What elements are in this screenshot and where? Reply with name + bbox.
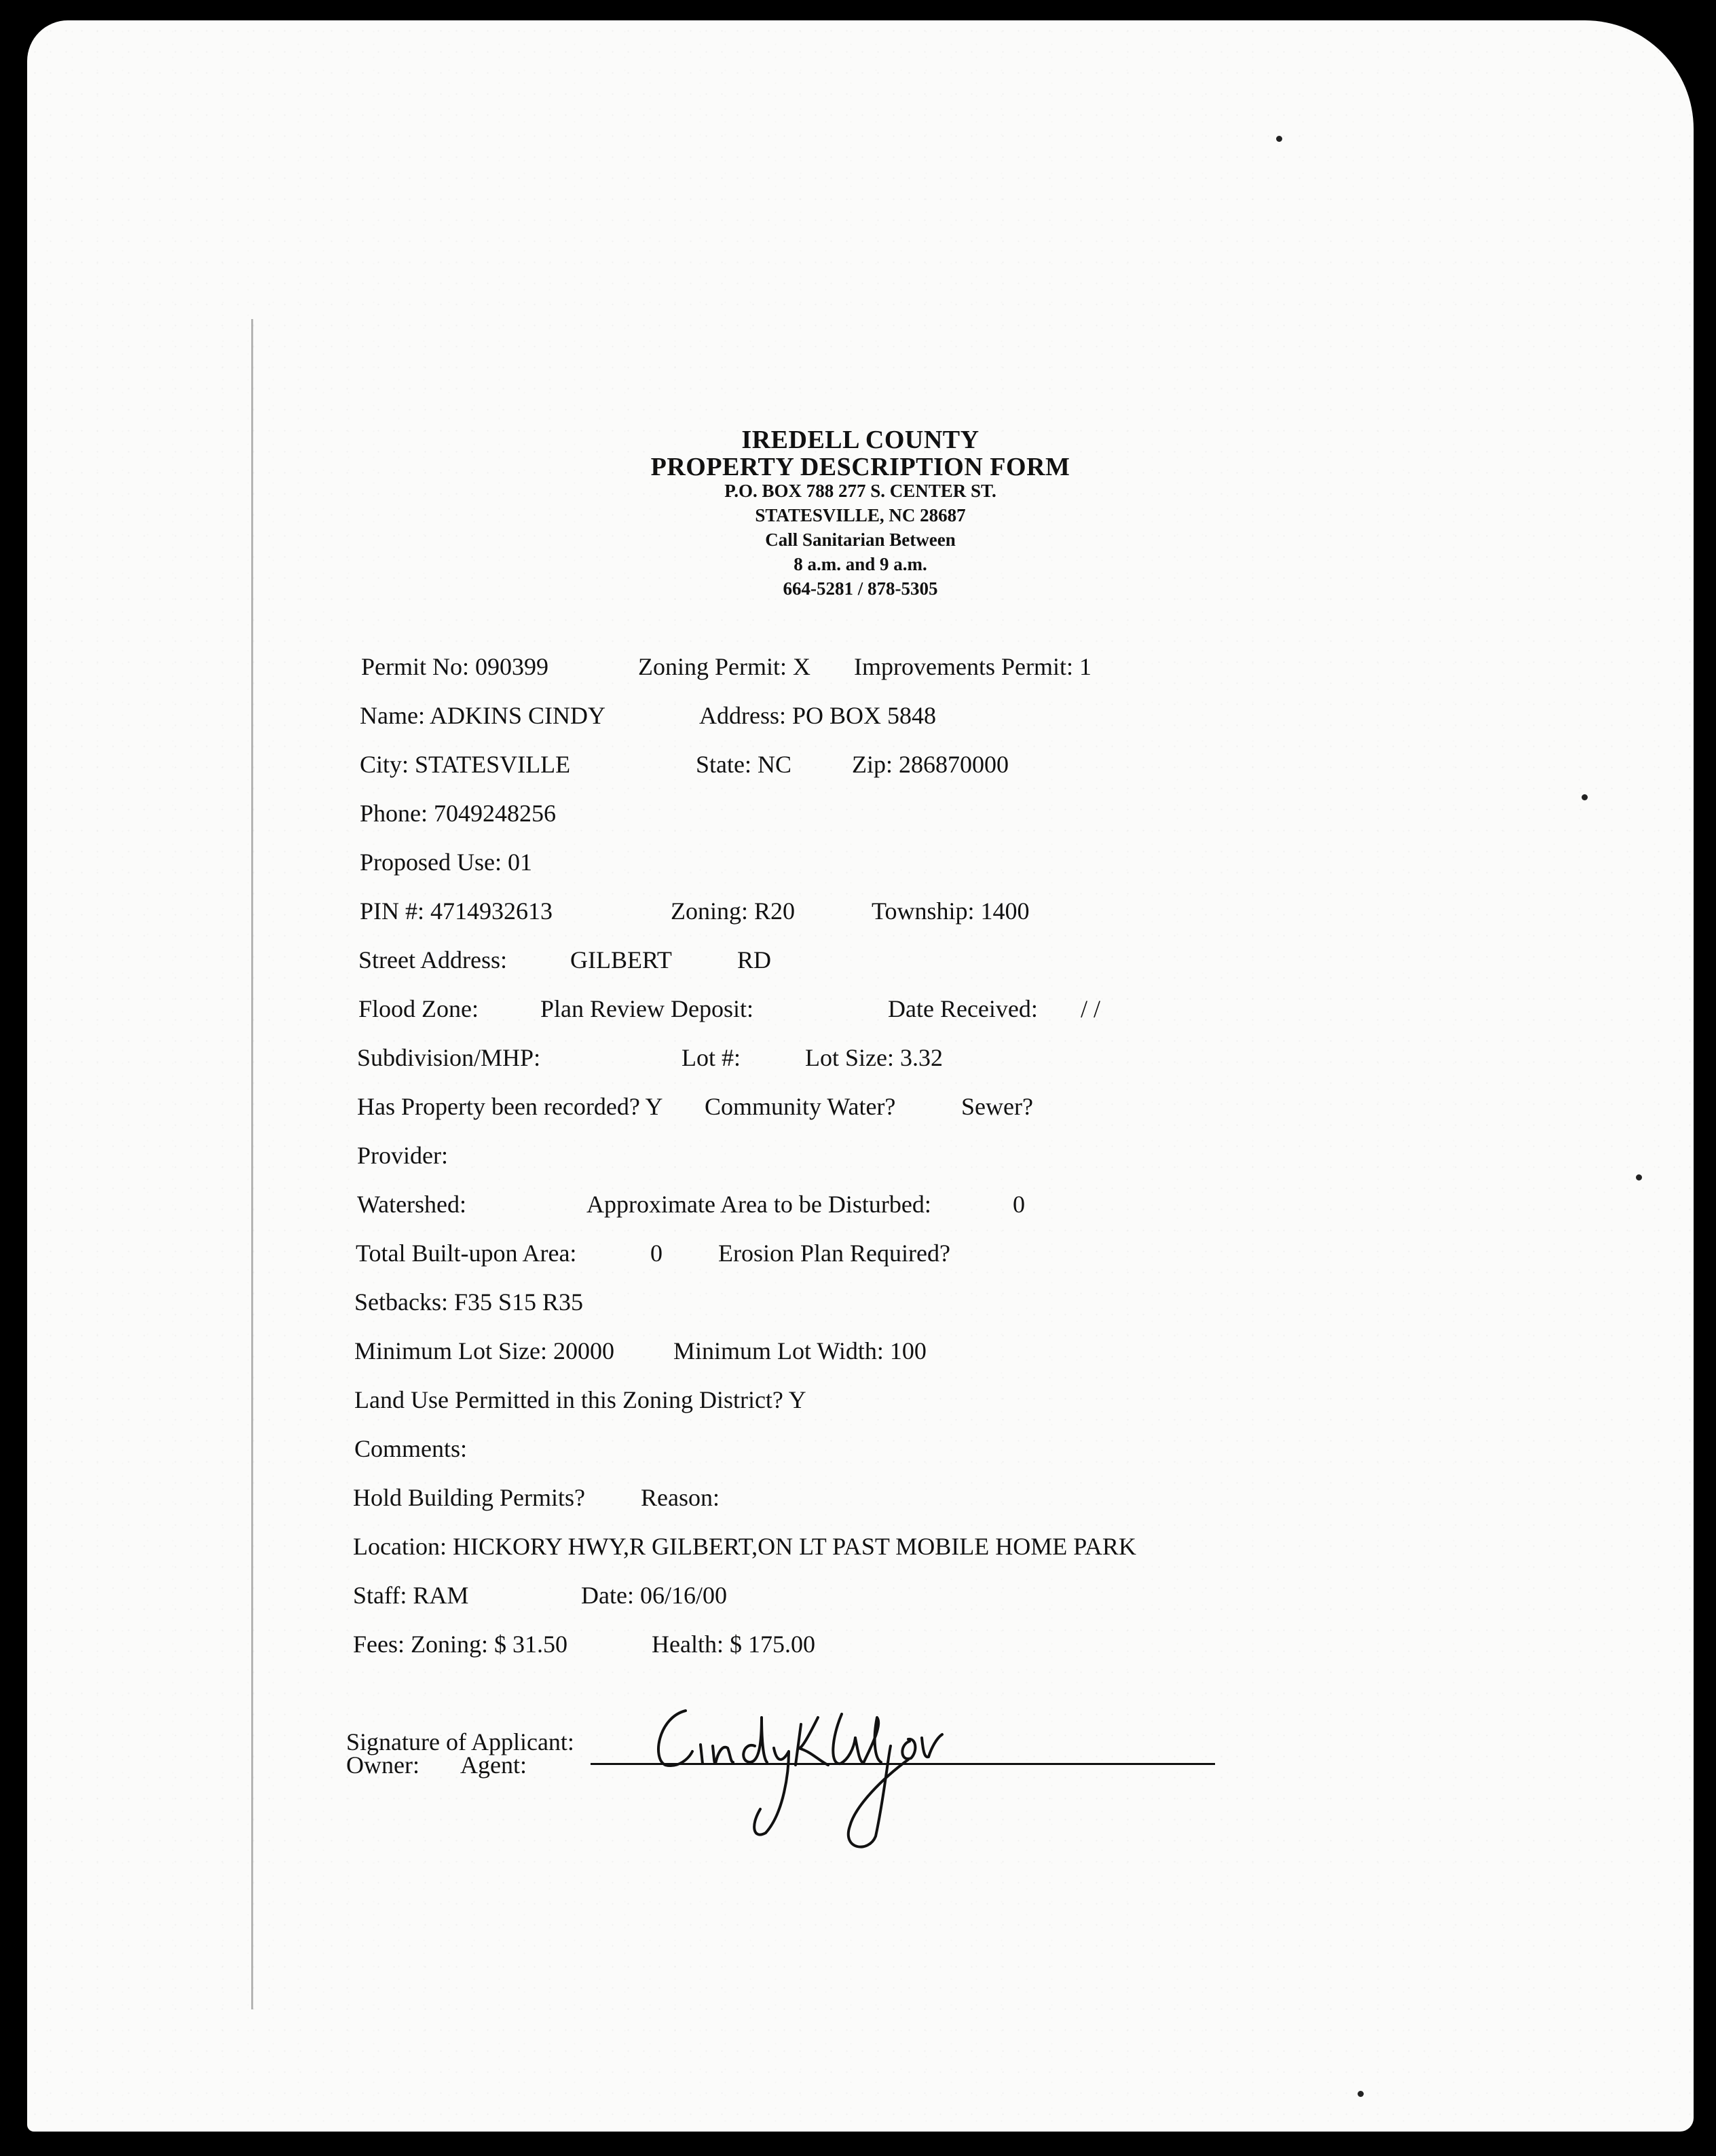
scan-speck <box>1636 1174 1642 1181</box>
hours-line: 8 a.m. and 9 a.m. <box>794 554 927 574</box>
hold-permits: Hold Building Permits? <box>353 1484 585 1511</box>
applicant-address: Address: PO BOX 5848 <box>699 702 937 729</box>
proposed-use: Proposed Use: 01 <box>360 849 532 876</box>
approx-area-value: 0 <box>1013 1191 1025 1218</box>
min-lot-width: Minimum Lot Width: 100 <box>673 1337 927 1364</box>
applicant-zip: Zip: 286870000 <box>852 751 1009 778</box>
reason: Reason: <box>641 1484 720 1511</box>
zoning-district: Zoning: R20 <box>671 897 796 925</box>
community-water: Community Water? <box>705 1093 896 1120</box>
fees-zoning: Fees: Zoning: $ 31.50 <box>353 1631 567 1658</box>
subdivision: Subdivision/MHP: <box>357 1044 541 1071</box>
approx-area-label: Approximate Area to be Disturbed: <box>586 1191 931 1218</box>
plan-review-deposit: Plan Review Deposit: <box>540 995 753 1022</box>
date: Date: 06/16/00 <box>581 1582 727 1609</box>
street-suffix: RD <box>737 946 772 973</box>
scan-speck <box>1276 136 1282 142</box>
land-use-permitted: Land Use Permitted in this Zoning District? Y <box>354 1386 806 1413</box>
built-upon-label: Total Built-upon Area: <box>356 1240 577 1267</box>
date-received-value: / / <box>1081 995 1101 1022</box>
improvements-permit: Improvements Permit: 1 <box>854 653 1092 680</box>
scan-speck <box>1582 794 1588 800</box>
form-title: PROPERTY DESCRIPTION FORM <box>650 453 1070 481</box>
property-recorded: Has Property been recorded? Y <box>357 1093 663 1120</box>
form-page <box>27 20 1694 2132</box>
min-lot-size: Minimum Lot Size: 20000 <box>354 1337 614 1364</box>
city-state-line: STATESVILLE, NC 28687 <box>755 505 966 525</box>
watershed: Watershed: <box>357 1191 467 1218</box>
erosion-plan: Erosion Plan Required? <box>718 1240 950 1267</box>
county-title: IREDELL COUNTY <box>741 426 980 454</box>
fees-health: Health: $ 175.00 <box>652 1631 815 1658</box>
owner-label: Owner: <box>346 1751 419 1779</box>
flood-zone: Flood Zone: <box>358 995 479 1022</box>
sewer: Sewer? <box>961 1093 1033 1120</box>
pin-number: PIN #: 4714932613 <box>360 897 553 925</box>
signature-label: Signature of Applicant: <box>346 1728 574 1755</box>
applicant-state: State: NC <box>696 751 791 778</box>
comments: Comments: <box>354 1435 468 1462</box>
street-name: GILBERT <box>570 946 672 973</box>
zoning-permit: Zoning Permit: X <box>638 653 810 680</box>
location: Location: HICKORY HWY,R GILBERT,ON LT PAST MOBILE HOME PARK <box>353 1533 1136 1560</box>
street-address-label: Street Address: <box>358 946 507 973</box>
agent-label: Agent: <box>460 1751 527 1779</box>
setbacks: Setbacks: F35 S15 R35 <box>354 1288 584 1316</box>
phones-line: 664-5281 / 878-5305 <box>783 578 938 599</box>
lot-size: Lot Size: 3.32 <box>805 1044 943 1071</box>
call-sanitarian-line: Call Sanitarian Between <box>765 529 956 550</box>
po-box-line: P.O. BOX 788 277 S. CENTER ST. <box>724 481 996 501</box>
provider: Provider: <box>357 1142 448 1169</box>
built-upon-value: 0 <box>650 1240 663 1267</box>
applicant-phone: Phone: 7049248256 <box>360 800 557 827</box>
applicant-signature <box>638 1697 964 1853</box>
applicant-name: Name: ADKINS CINDY <box>360 702 605 729</box>
applicant-city: City: STATESVILLE <box>360 751 571 778</box>
scan-speck <box>1358 2091 1364 2097</box>
lot-number: Lot #: <box>682 1044 741 1071</box>
permit-no: Permit No: 090399 <box>361 653 548 680</box>
staff: Staff: RAM <box>353 1582 469 1609</box>
date-received-label: Date Received: <box>888 995 1038 1022</box>
township: Township: 1400 <box>872 897 1030 925</box>
